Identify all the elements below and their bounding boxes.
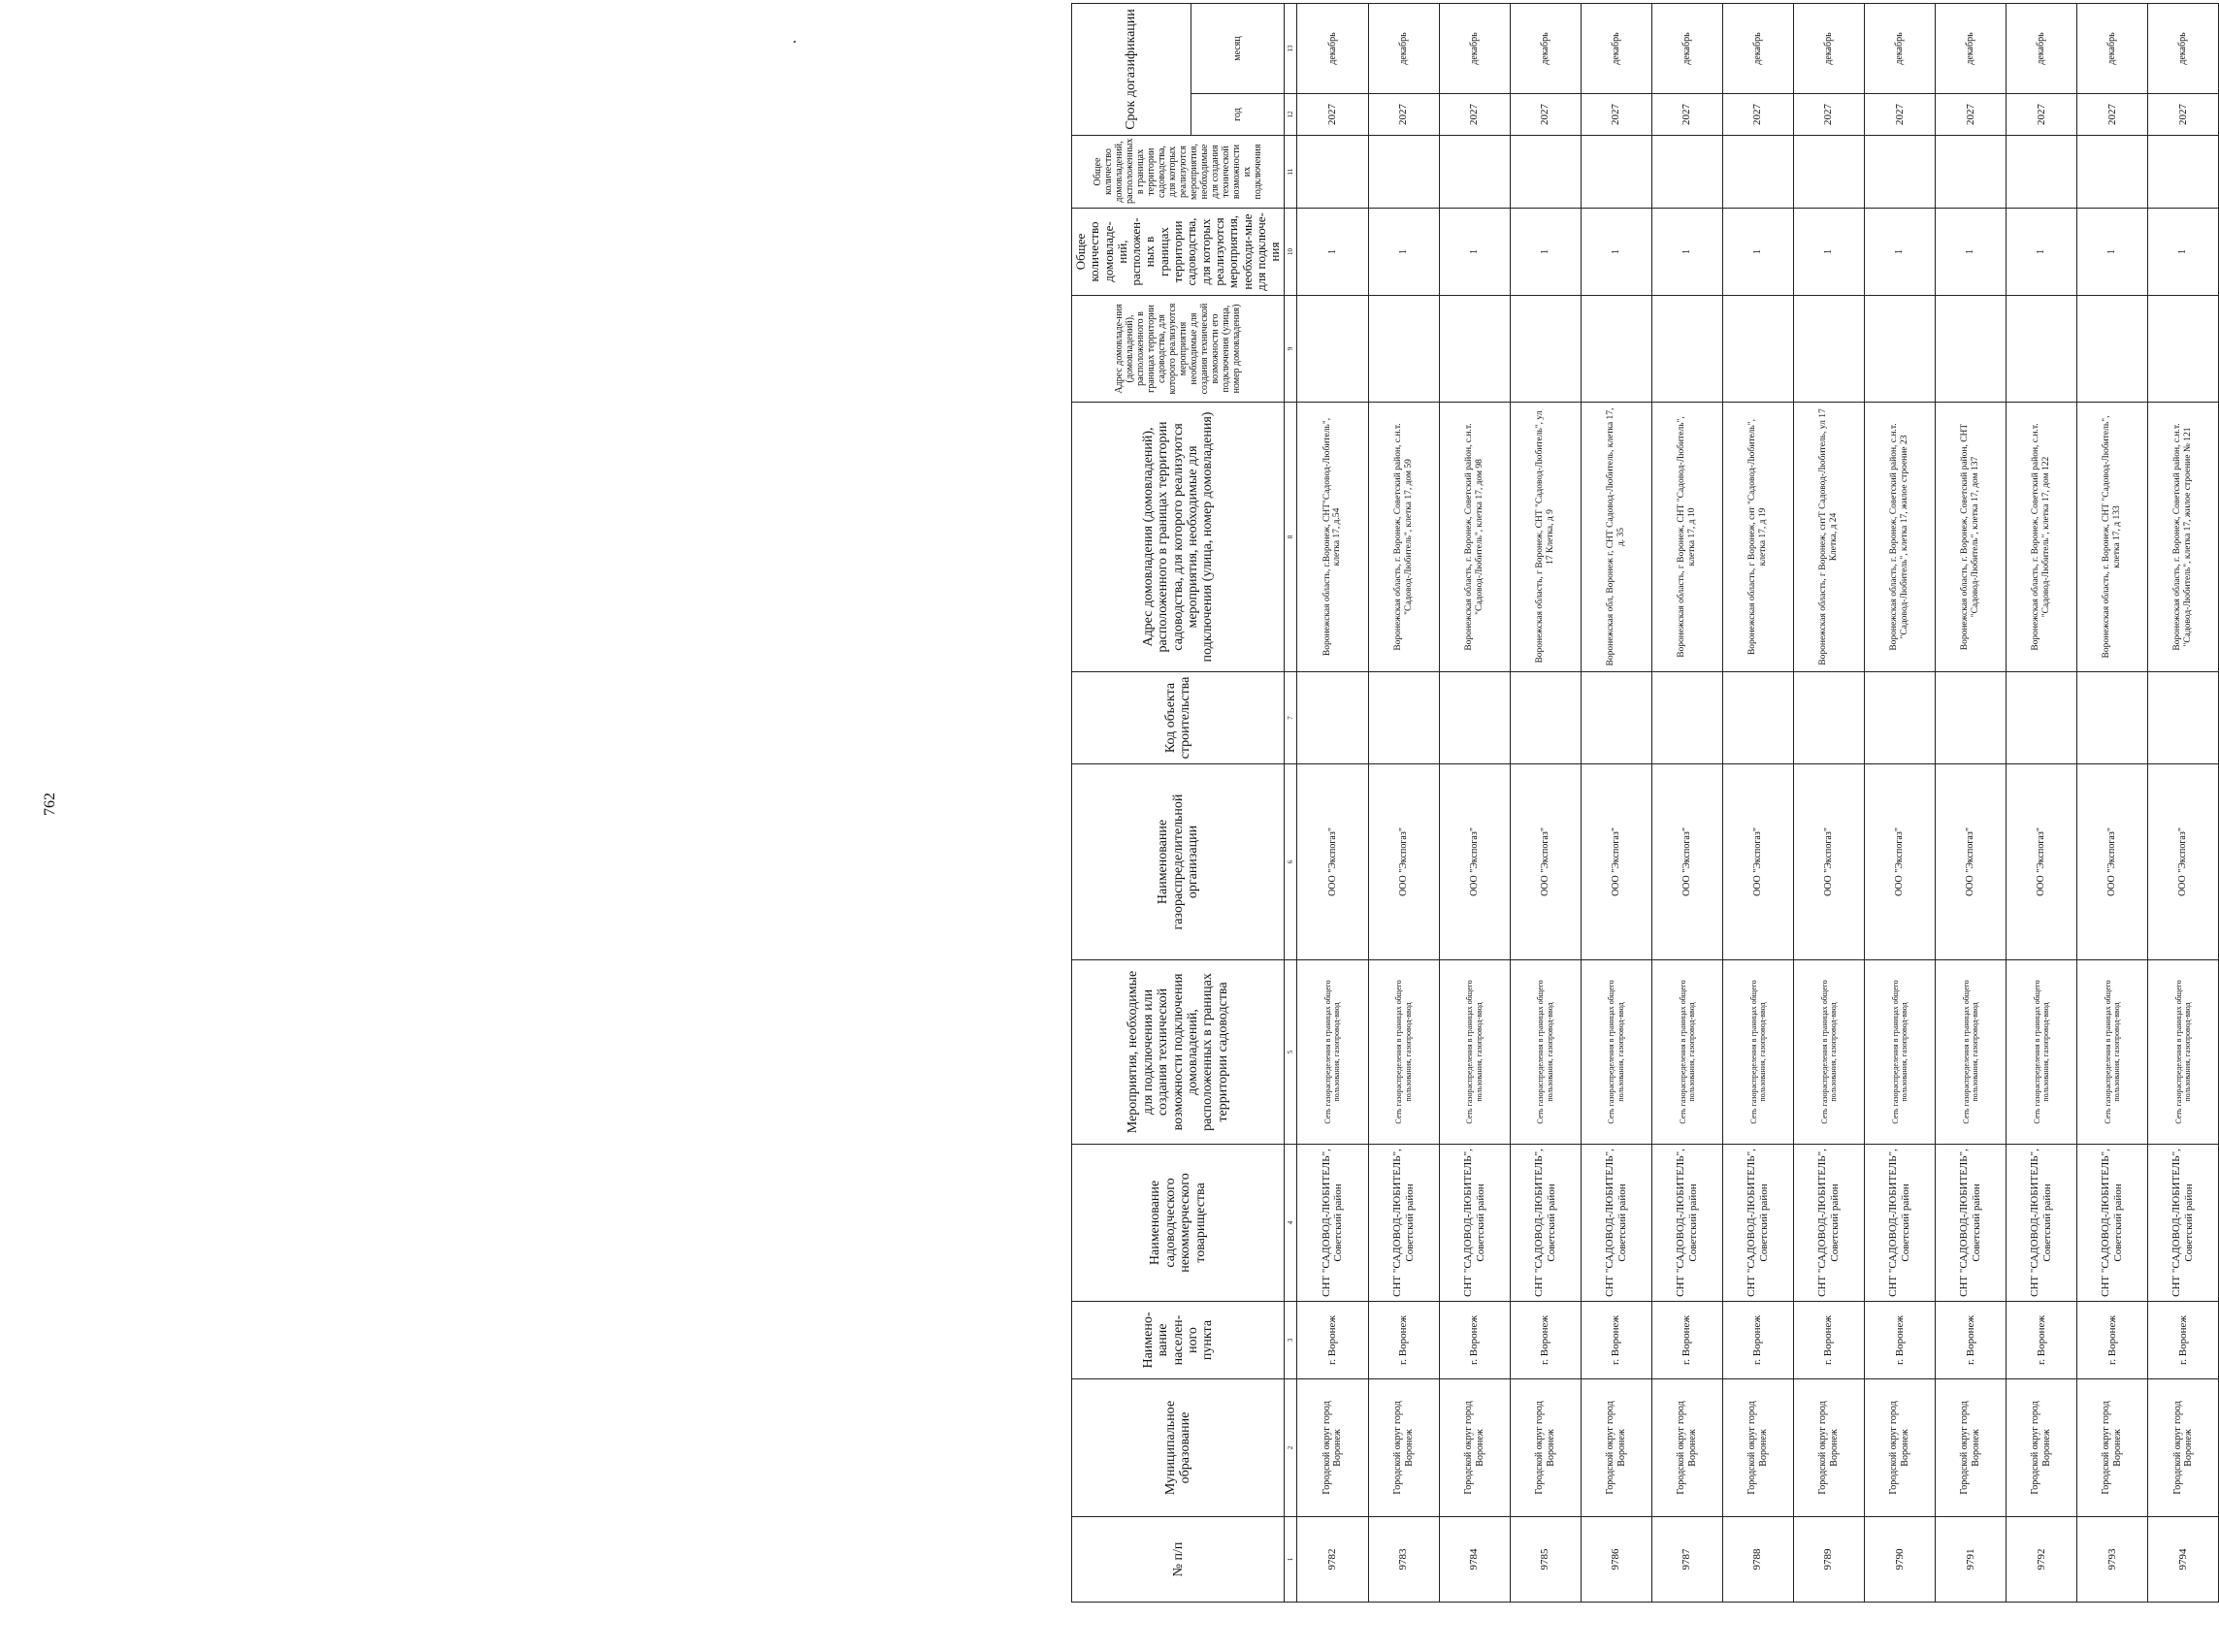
- row-number: 9788: [1722, 1517, 1793, 1603]
- deadline-year-cell: 2027: [1651, 94, 1722, 136]
- total-connection-cell: 1: [1793, 209, 1864, 296]
- address-technical-cell: [1439, 296, 1510, 403]
- table-row: [2148, 4, 2219, 1603]
- address-cell: Воронежская область, г Воронеж, СНТ "Садовод-Любитель", ул 17 Клетка, д 9: [1510, 403, 1581, 672]
- deadline-month-cell: декабрь: [1793, 4, 1864, 94]
- header-total-connection: Общее количество домовладе-ний, расположен-ных в границах территории садоводства, для которых реализуются мероприятия, необходи-мые для подключе-ния: [1072, 209, 1285, 296]
- deadline-year-cell: 2027: [1439, 94, 1510, 136]
- deadline-year-cell: 2027: [2006, 94, 2076, 136]
- table-row: [1368, 4, 1439, 1603]
- snt-name-cell: СНТ "САДОВОД-ЛЮБИТЕЛЬ", Советский район: [1368, 1145, 1439, 1302]
- address-technical-cell: [1935, 296, 2006, 403]
- total-technical-cell: [1651, 136, 1722, 209]
- total-connection-cell: 1: [2006, 209, 2076, 296]
- total-connection-cell: 1: [1510, 209, 1581, 296]
- table-row: [1722, 4, 1793, 1603]
- total-technical-cell: [1368, 136, 1439, 209]
- gas-organization-cell: ООО "Экспогаз": [2006, 764, 2076, 960]
- measures-cell: Сеть газораспределения в границах общего пользования, газопровод-ввод: [1510, 960, 1581, 1145]
- measures-cell: Сеть газораспределения в границах общего пользования, газопровод-ввод: [1439, 960, 1510, 1145]
- object-code-cell: [1510, 672, 1581, 764]
- address-cell: Воронежская область, г Воронеж, снт "Садовод-Любитель", клетка 17, д 19: [1722, 403, 1793, 672]
- address-technical-cell: [1722, 296, 1793, 403]
- address-cell: Воронежская область, г. Воронеж, Советский район, с.н.т. "Садовод-Любитель", клетка 17, дом 122: [2006, 403, 2076, 672]
- gas-organization-cell: ООО "Экспогаз": [2076, 764, 2147, 960]
- municipality-cell: Городской округ город Воронеж: [1651, 1379, 1722, 1517]
- deadline-year-cell: 2027: [1935, 94, 2006, 136]
- gas-organization-cell: ООО "Экспогаз": [1864, 764, 1935, 960]
- municipality-cell: Городской округ город Воронеж: [2148, 1379, 2219, 1517]
- header-total-technical: Общее количество домовладений, расположенных в границах территории садоводства, для которых реализуются мероприятия, необходимые для создания технической возможности их подключения: [1072, 136, 1285, 209]
- header-month: месяц: [1191, 4, 1285, 94]
- gasification-table: [1071, 3, 2219, 1603]
- header-municipality: Муниципальное образование: [1072, 1379, 1285, 1517]
- gas-organization-cell: ООО "Экспогаз": [1651, 764, 1722, 960]
- deadline-month-cell: декабрь: [2148, 4, 2219, 94]
- deadline-year-cell: 2027: [1510, 94, 1581, 136]
- gas-organization-cell: ООО "Экспогаз": [1935, 764, 2006, 960]
- col-number: 8: [1285, 403, 1297, 672]
- municipality-cell: Городской округ город Воронеж: [1935, 1379, 2006, 1517]
- municipality-cell: Городской округ город Воронеж: [2006, 1379, 2076, 1517]
- total-connection-cell: 1: [1368, 209, 1439, 296]
- address-cell: Воронежская область, г Воронеж, СНТ "Садовод-Любитель", клетка 17, д 10: [1651, 403, 1722, 672]
- object-code-cell: [1651, 672, 1722, 764]
- total-connection-cell: 1: [1297, 209, 1368, 296]
- total-technical-cell: [1510, 136, 1581, 209]
- snt-name-cell: СНТ "САДОВОД-ЛЮБИТЕЛЬ", Советский район: [1581, 1145, 1651, 1302]
- deadline-month-cell: декабрь: [2006, 4, 2076, 94]
- snt-name-cell: СНТ "САДОВОД-ЛЮБИТЕЛЬ", Советский район: [1510, 1145, 1581, 1302]
- deadline-month-cell: декабрь: [1439, 4, 1510, 94]
- header-address: Адрес домовладения (домовладений), расположенного в границах территории садоводства, для которого реализуются мероприятия, необходимые для подключения (улица, номер домовладения): [1072, 403, 1285, 672]
- total-technical-cell: [1439, 136, 1510, 209]
- deadline-month-cell: декабрь: [1864, 4, 1935, 94]
- gas-organization-cell: ООО "Экспогаз": [2148, 764, 2219, 960]
- total-connection-cell: 1: [1864, 209, 1935, 296]
- table-row: [1864, 4, 1935, 1603]
- object-code-cell: [2076, 672, 2147, 764]
- municipality-cell: Городской округ город Воронеж: [1368, 1379, 1439, 1517]
- header-year: год: [1191, 94, 1285, 136]
- measures-cell: Сеть газораспределения в границах общего пользования, газопровод-ввод: [1722, 960, 1793, 1145]
- col-number: 9: [1285, 296, 1297, 403]
- table-row: [1439, 4, 1510, 1603]
- municipality-cell: Городской округ город Воронеж: [1722, 1379, 1793, 1517]
- snt-name-cell: СНТ "САДОВОД-ЛЮБИТЕЛЬ", Советский район: [2148, 1145, 2219, 1302]
- deadline-year-cell: 2027: [1581, 94, 1651, 136]
- gas-organization-cell: ООО "Экспогаз": [1510, 764, 1581, 960]
- measures-cell: Сеть газораспределения в границах общего пользования, газопровод-ввод: [2148, 960, 2219, 1145]
- snt-name-cell: СНТ "САДОВОД-ЛЮБИТЕЛЬ", Советский район: [1439, 1145, 1510, 1302]
- settlement-cell: г. Воронеж: [1297, 1302, 1368, 1379]
- gas-organization-cell: ООО "Экспогаз": [1793, 764, 1864, 960]
- address-cell: Воронежская область, г. Воронеж, Советский район, СНТ "Садовод-Любитель", клетка 17, дом 137: [1935, 403, 2006, 672]
- address-technical-cell: [1651, 296, 1722, 403]
- table-row: [1297, 4, 1368, 1603]
- address-cell: Воронежская обл, Воронеж г, СНТ Садовод-Любитель, клетка 17, д. 35: [1581, 403, 1651, 672]
- row-number: 9789: [1793, 1517, 1864, 1603]
- header-num: № п/п: [1072, 1517, 1285, 1603]
- snt-name-cell: СНТ "САДОВОД-ЛЮБИТЕЛЬ", Советский район: [1651, 1145, 1722, 1302]
- municipality-cell: Городской округ город Воронеж: [2076, 1379, 2147, 1517]
- rotated-table-container: [1071, 9, 2196, 1603]
- header-gas-organization: Наименование газораспределительной организации: [1072, 764, 1285, 960]
- address-technical-cell: [1510, 296, 1581, 403]
- settlement-cell: г. Воронеж: [1651, 1302, 1722, 1379]
- settlement-cell: г. Воронеж: [1510, 1302, 1581, 1379]
- deadline-year-cell: 2027: [2148, 94, 2219, 136]
- address-cell: Воронежская область, г Воронеж, снтТ Садовод-Любитель, ул 17 Клетка, д 24: [1793, 403, 1864, 672]
- measures-cell: Сеть газораспределения в границах общего пользования, газопровод-ввод: [2076, 960, 2147, 1145]
- snt-name-cell: СНТ "САДОВОД-ЛЮБИТЕЛЬ", Советский район: [1722, 1145, 1793, 1302]
- column-numbers-row: [1285, 4, 1297, 1603]
- municipality-cell: Городской округ город Воронеж: [1297, 1379, 1368, 1517]
- deadline-year-cell: 2027: [1722, 94, 1793, 136]
- address-cell: Воронежская область, г.Воронеж, СНТ"Садовод-Любитель", клетка 17, д.54: [1297, 403, 1368, 672]
- page-number: 762: [42, 793, 58, 816]
- object-code-cell: [1439, 672, 1510, 764]
- total-connection-cell: 1: [1651, 209, 1722, 296]
- gas-organization-cell: ООО "Экспогаз": [1581, 764, 1651, 960]
- deadline-month-cell: декабрь: [1510, 4, 1581, 94]
- col-number: 12: [1285, 94, 1297, 136]
- total-technical-cell: [1581, 136, 1651, 209]
- col-number: 2: [1285, 1379, 1297, 1517]
- row-number: 9785: [1510, 1517, 1581, 1603]
- total-technical-cell: [1297, 136, 1368, 209]
- address-technical-cell: [2006, 296, 2076, 403]
- col-number: 1: [1285, 1517, 1297, 1603]
- col-number: 4: [1285, 1145, 1297, 1302]
- total-technical-cell: [2148, 136, 2219, 209]
- table-row: [2076, 4, 2147, 1603]
- settlement-cell: г. Воронеж: [1722, 1302, 1793, 1379]
- address-cell: Воронежская область, г. Воронеж, Советский район, с.н.т. "Садовод-Любитель", клетка 17, жилое строение № 121: [2148, 403, 2219, 672]
- col-number: 3: [1285, 1302, 1297, 1379]
- settlement-cell: г. Воронеж: [1581, 1302, 1651, 1379]
- address-cell: Воронежская область, г. Воронеж, Советский район, с.н.т. "Садовод-Любитель", клетка 17, жилое строение 23: [1864, 403, 1935, 672]
- total-connection-cell: 1: [1722, 209, 1793, 296]
- gas-organization-cell: ООО "Экспогаз": [1297, 764, 1368, 960]
- deadline-month-cell: декабрь: [1935, 4, 2006, 94]
- address-technical-cell: [2148, 296, 2219, 403]
- deadline-month-cell: декабрь: [1297, 4, 1368, 94]
- table-row: [2006, 4, 2076, 1603]
- address-technical-cell: [1297, 296, 1368, 403]
- header-measures: Мероприятия, необходимые для подключения или создания технической возможности подключения домовладений, расположенных в границах территории садоводства: [1072, 960, 1285, 1145]
- total-connection-cell: 1: [1581, 209, 1651, 296]
- object-code-cell: [1864, 672, 1935, 764]
- total-technical-cell: [1722, 136, 1793, 209]
- col-number: 13: [1285, 4, 1297, 94]
- row-number: 9793: [2076, 1517, 2147, 1603]
- row-number: 9782: [1297, 1517, 1368, 1603]
- object-code-cell: [2148, 672, 2219, 764]
- settlement-cell: г. Воронеж: [1864, 1302, 1935, 1379]
- row-number: 9784: [1439, 1517, 1510, 1603]
- deadline-year-cell: 2027: [1864, 94, 1935, 136]
- snt-name-cell: СНТ "САДОВОД-ЛЮБИТЕЛЬ", Советский район: [1793, 1145, 1864, 1302]
- header-row-1: [1072, 4, 1191, 1603]
- address-cell: Воронежская область, г. Воронеж, Советский район, с.н.т. "Садовод-Любитель", клетка 17, дом 59: [1368, 403, 1439, 672]
- snt-name-cell: СНТ "САДОВОД-ЛЮБИТЕЛЬ", Советский район: [1864, 1145, 1935, 1302]
- settlement-cell: г. Воронеж: [1439, 1302, 1510, 1379]
- col-number: 5: [1285, 960, 1297, 1145]
- total-technical-cell: [2076, 136, 2147, 209]
- deadline-month-cell: декабрь: [1651, 4, 1722, 94]
- snt-name-cell: СНТ "САДОВОД-ЛЮБИТЕЛЬ", Советский район: [2076, 1145, 2147, 1302]
- deadline-month-cell: декабрь: [1368, 4, 1439, 94]
- header-object-code: Код объекта строительства: [1072, 672, 1285, 764]
- municipality-cell: Городской округ город Воронеж: [1793, 1379, 1864, 1517]
- settlement-cell: г. Воронеж: [2148, 1302, 2219, 1379]
- measures-cell: Сеть газораспределения в границах общего пользования, газопровод-ввод: [1793, 960, 1864, 1145]
- municipality-cell: Городской округ город Воронеж: [1439, 1379, 1510, 1517]
- deadline-year-cell: 2027: [1297, 94, 1368, 136]
- settlement-cell: г. Воронеж: [2076, 1302, 2147, 1379]
- snt-name-cell: СНТ "САДОВОД-ЛЮБИТЕЛЬ", Советский район: [1935, 1145, 2006, 1302]
- address-technical-cell: [1368, 296, 1439, 403]
- settlement-cell: г. Воронеж: [1368, 1302, 1439, 1379]
- municipality-cell: Городской округ город Воронеж: [1510, 1379, 1581, 1517]
- row-number: 9791: [1935, 1517, 2006, 1603]
- object-code-cell: [1722, 672, 1793, 764]
- header-address-technical: Адрес домовладе-ния (домовладений), расположенного в границах территории садоводства, для которого реализуются мероприятия необходимые для создания технической возможности его подключения (улица, номер домовладения): [1072, 296, 1285, 403]
- total-connection-cell: 1: [1935, 209, 2006, 296]
- address-cell: Воронежская область, г. Воронеж, Советский район, с.н.т. "Садовод-Любитель", клетка 17, дом 98: [1439, 403, 1510, 672]
- table-row: [1651, 4, 1722, 1603]
- total-connection-cell: 1: [2148, 209, 2219, 296]
- col-number: 10: [1285, 209, 1297, 296]
- municipality-cell: Городской округ город Воронеж: [1864, 1379, 1935, 1517]
- object-code-cell: [1935, 672, 2006, 764]
- object-code-cell: [2006, 672, 2076, 764]
- header-deadline: Срок догазификации: [1072, 4, 1191, 136]
- object-code-cell: [1581, 672, 1651, 764]
- col-number: 6: [1285, 764, 1297, 960]
- address-technical-cell: [1793, 296, 1864, 403]
- address-technical-cell: [1864, 296, 1935, 403]
- total-technical-cell: [1864, 136, 1935, 209]
- deadline-year-cell: 2027: [2076, 94, 2147, 136]
- deadline-month-cell: декабрь: [1722, 4, 1793, 94]
- object-code-cell: [1297, 672, 1368, 764]
- municipality-cell: Городской округ город Воронеж: [1581, 1379, 1651, 1517]
- total-connection-cell: 1: [2076, 209, 2147, 296]
- measures-cell: Сеть газораспределения в границах общего пользования, газопровод-ввод: [1935, 960, 2006, 1145]
- table-row: [1793, 4, 1864, 1603]
- total-technical-cell: [1935, 136, 2006, 209]
- deadline-year-cell: 2027: [1793, 94, 1864, 136]
- table-row: [1510, 4, 1581, 1603]
- header-snt-name: Наименование садоводческого некоммерческого товарищества: [1072, 1145, 1285, 1302]
- header-settlement: Наимено-вание населен-ного пункта: [1072, 1302, 1285, 1379]
- row-number: 9783: [1368, 1517, 1439, 1603]
- settlement-cell: г. Воронеж: [2006, 1302, 2076, 1379]
- total-technical-cell: [1793, 136, 1864, 209]
- col-number: 7: [1285, 672, 1297, 764]
- gas-organization-cell: ООО "Экспогаз": [1722, 764, 1793, 960]
- snt-name-cell: СНТ "САДОВОД-ЛЮБИТЕЛЬ", Советский район: [1297, 1145, 1368, 1302]
- address-technical-cell: [1581, 296, 1651, 403]
- row-number: 9792: [2006, 1517, 2076, 1603]
- object-code-cell: [1368, 672, 1439, 764]
- settlement-cell: г. Воронеж: [1793, 1302, 1864, 1379]
- total-technical-cell: [2006, 136, 2076, 209]
- row-number: 9794: [2148, 1517, 2219, 1603]
- measures-cell: Сеть газораспределения в границах общего пользования, газопровод-ввод: [2006, 960, 2076, 1145]
- gas-organization-cell: ООО "Экспогаз": [1368, 764, 1439, 960]
- measures-cell: Сеть газораспределения в границах общего пользования, газопровод-ввод: [1368, 960, 1439, 1145]
- table-row: [1581, 4, 1651, 1603]
- deadline-month-cell: декабрь: [1581, 4, 1651, 94]
- deadline-month-cell: декабрь: [2076, 4, 2147, 94]
- measures-cell: Сеть газораспределения в границах общего пользования, газопровод-ввод: [1297, 960, 1368, 1145]
- table-row: [1935, 4, 2006, 1603]
- scan-speck: [794, 41, 796, 43]
- row-number: 9790: [1864, 1517, 1935, 1603]
- measures-cell: Сеть газораспределения в границах общего пользования, газопровод-ввод: [1651, 960, 1722, 1145]
- gas-organization-cell: ООО "Экспогаз": [1439, 764, 1510, 960]
- address-cell: Воронежская область, г. Воронеж, СНТ "Садовод-Любитель", клетка 17, д 133: [2076, 403, 2147, 672]
- deadline-year-cell: 2027: [1368, 94, 1439, 136]
- total-connection-cell: 1: [1439, 209, 1510, 296]
- row-number: 9786: [1581, 1517, 1651, 1603]
- measures-cell: Сеть газораспределения в границах общего пользования, газопровод-ввод: [1864, 960, 1935, 1145]
- row-number: 9787: [1651, 1517, 1722, 1603]
- snt-name-cell: СНТ "САДОВОД-ЛЮБИТЕЛЬ", Советский район: [2006, 1145, 2076, 1302]
- col-number: 11: [1285, 136, 1297, 209]
- address-technical-cell: [2076, 296, 2147, 403]
- object-code-cell: [1793, 672, 1864, 764]
- measures-cell: Сеть газораспределения в границах общего пользования, газопровод-ввод: [1581, 960, 1651, 1145]
- settlement-cell: г. Воронеж: [1935, 1302, 2006, 1379]
